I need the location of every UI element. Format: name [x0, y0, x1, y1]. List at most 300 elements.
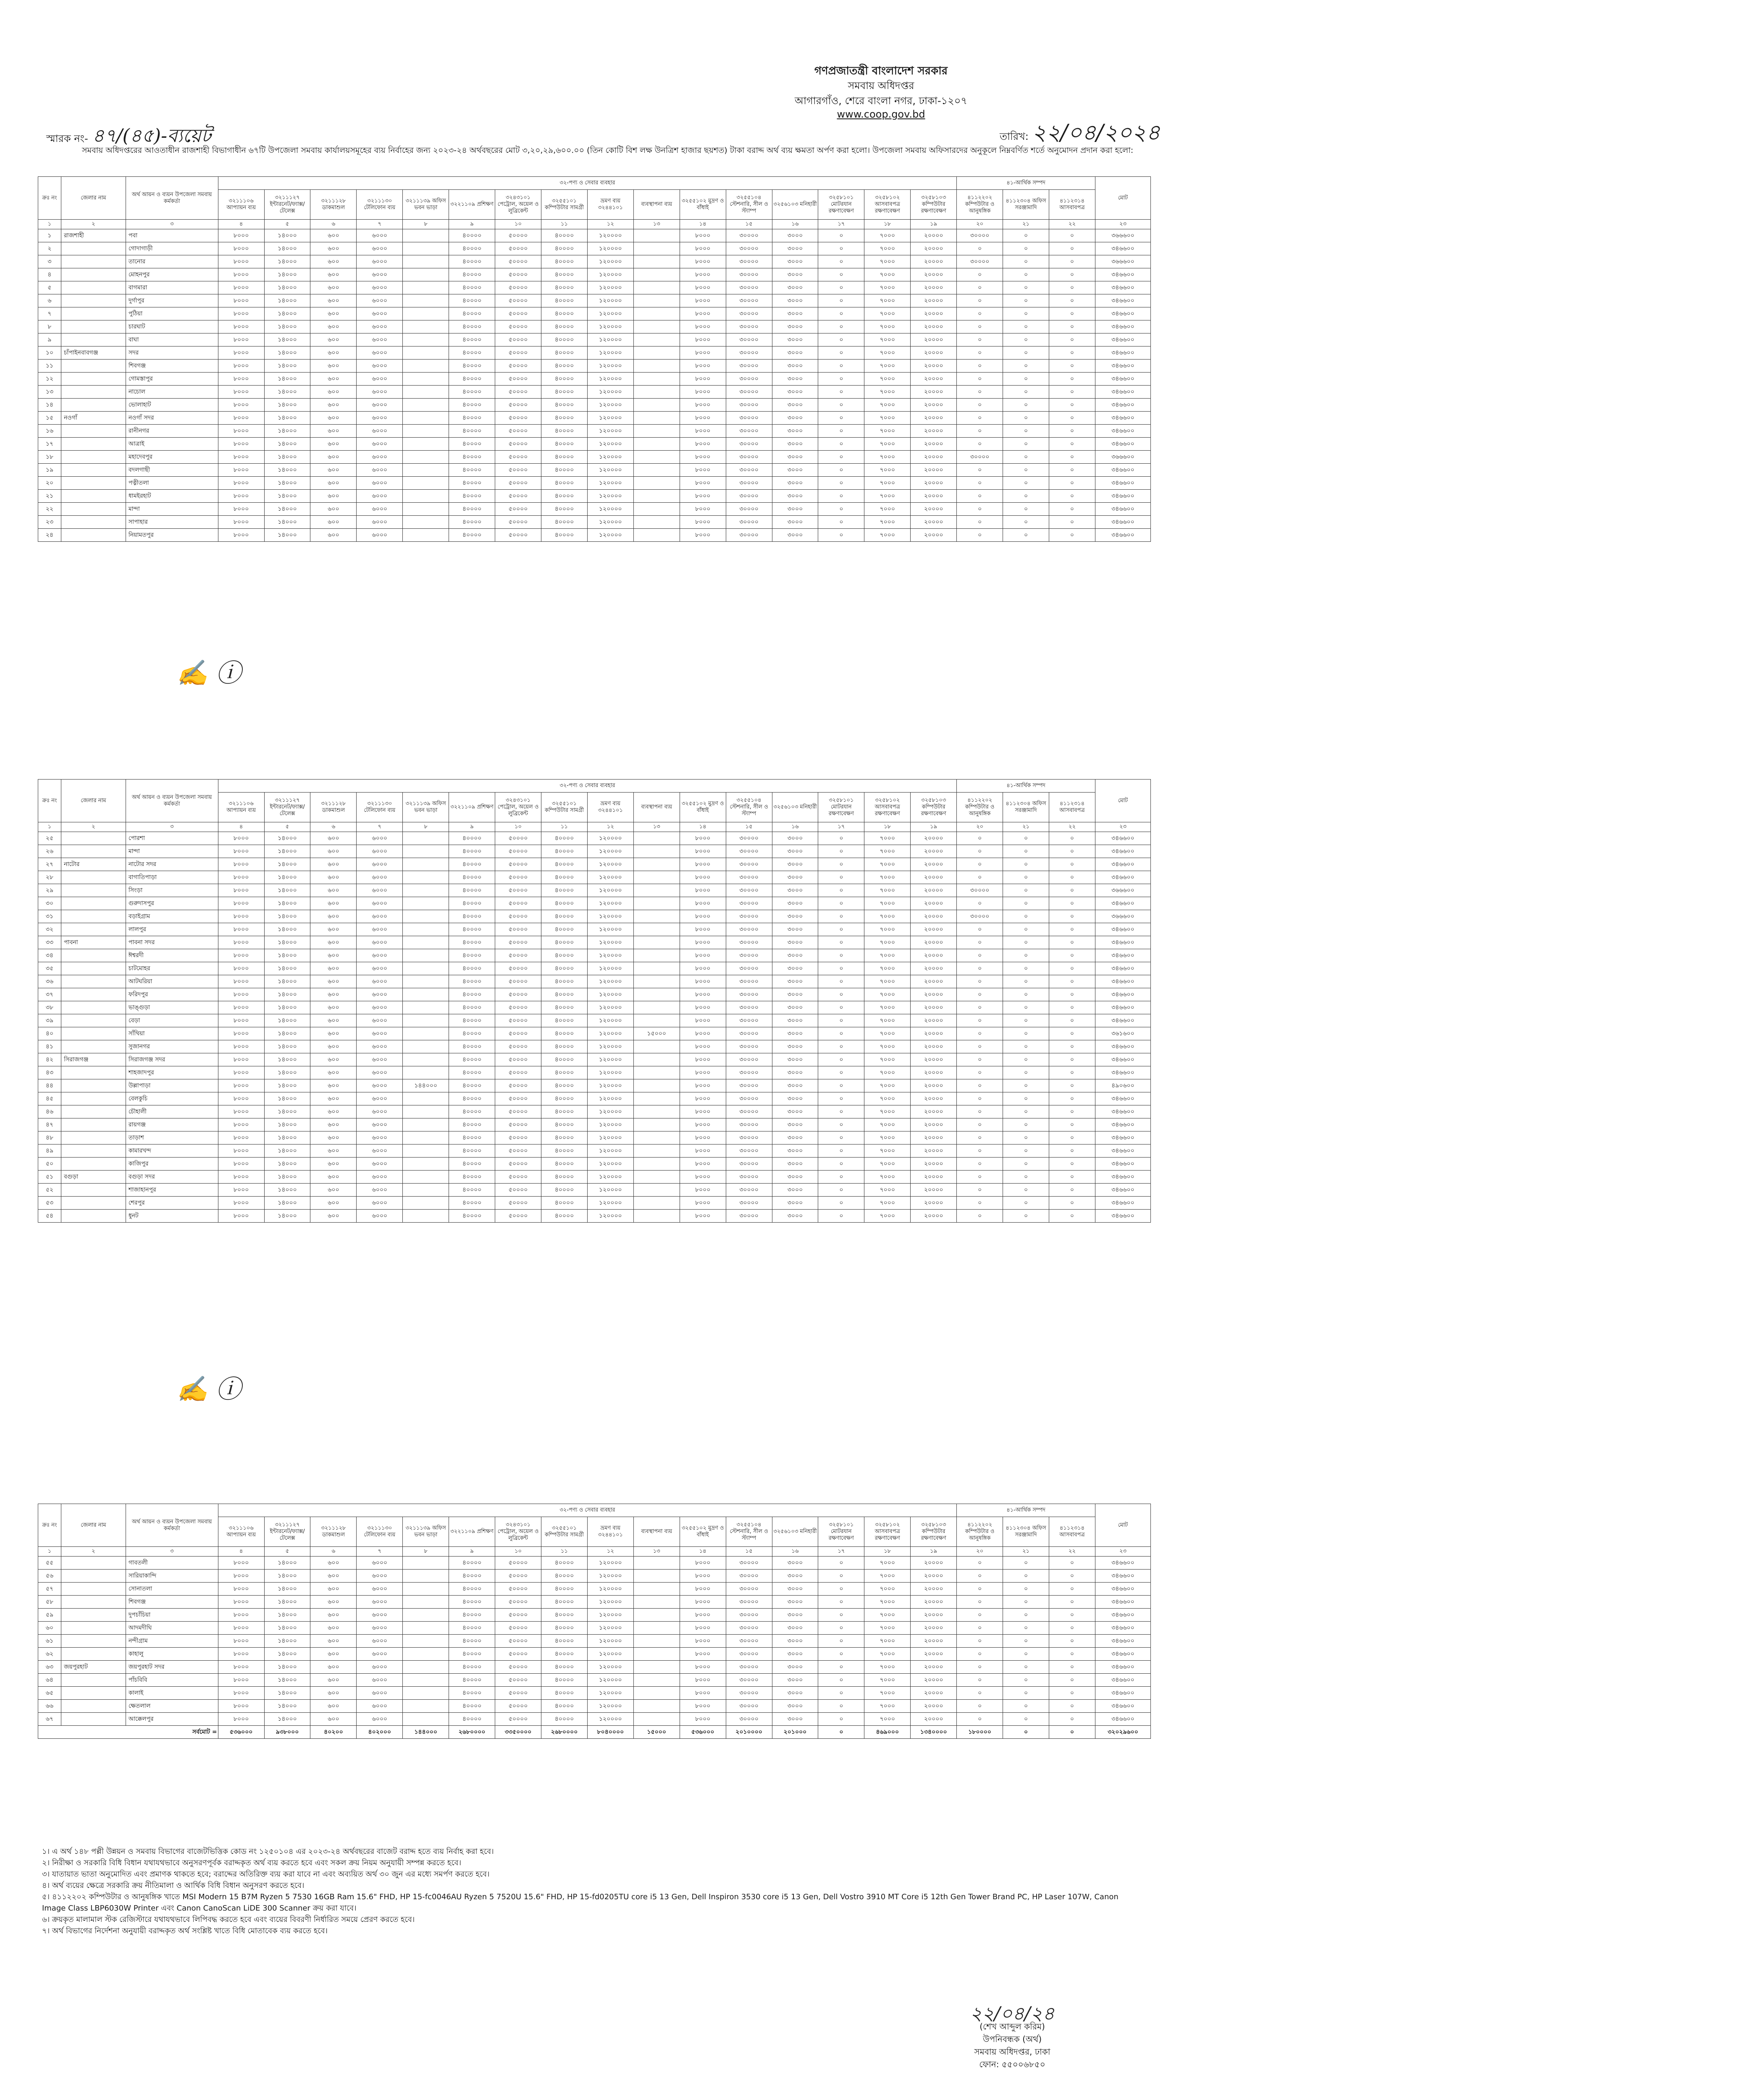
row-total-cell: ৩৬৬৬০০: [1095, 255, 1150, 268]
column-index: ৫: [264, 822, 310, 832]
row-total-cell: ৩৪৬৬০০: [1095, 1053, 1150, 1066]
amount-cell: ৬০০০: [357, 871, 403, 884]
amount-cell: ৬০০: [310, 910, 357, 923]
table-row: [38, 1001, 1151, 1014]
website-link[interactable]: www.coop.gov.bd: [837, 108, 925, 120]
table-row: [38, 320, 1151, 333]
amount-cell: ১৪০০০: [264, 373, 310, 386]
amount-cell: ১২০০০০: [587, 845, 633, 858]
header-column: ৩২৪৩১০১ পেট্রোল, অয়েল ও লুব্রিকেন্ট: [495, 1517, 541, 1547]
amount-cell: [403, 1158, 449, 1171]
table-row: [38, 281, 1151, 294]
amount-cell: ৮০০০: [680, 975, 726, 988]
amount-cell: ০: [957, 399, 1003, 412]
office-cell: কাজিপুর: [126, 1158, 218, 1171]
amount-cell: ৬০০০: [357, 1040, 403, 1053]
column-index: ১১: [541, 1547, 588, 1557]
amount-cell: ২০০০০: [911, 1131, 957, 1144]
amount-cell: ১৪০০০: [264, 399, 310, 412]
amount-cell: ১২০০০০: [587, 1105, 633, 1118]
table-row: [38, 294, 1151, 307]
amount-cell: ৮০০০: [218, 412, 264, 425]
amount-cell: ৮০০০: [218, 1713, 264, 1726]
amount-cell: ৮০০০: [680, 373, 726, 386]
amount-cell: ৩০০০০: [726, 1184, 772, 1197]
amount-cell: ৩০০০০: [726, 1557, 772, 1570]
amount-cell: ৮০০০: [218, 1040, 264, 1053]
amount-cell: ২০০০০: [911, 307, 957, 320]
amount-cell: ৫০০০০: [495, 1635, 541, 1648]
row-total-cell: ৩৪৬৬০০: [1095, 1210, 1150, 1223]
amount-cell: ৭০০০: [864, 229, 911, 242]
amount-cell: ৮০০০: [218, 1092, 264, 1105]
amount-cell: ৮০০০: [680, 399, 726, 412]
header-column: ৩২৫৮১০৩ কম্পিউটার রক্ষণাবেক্ষণ: [911, 1517, 957, 1547]
amount-cell: ৪০০০০: [449, 438, 495, 451]
amount-cell: [633, 229, 680, 242]
amount-cell: ৪০০০০: [449, 1079, 495, 1092]
amount-cell: ০: [1049, 242, 1095, 255]
amount-cell: ০: [957, 975, 1003, 988]
amount-cell: ০: [957, 845, 1003, 858]
amount-cell: ০: [1003, 949, 1049, 962]
header-column: ব্যবস্থাপনা ব্যয়: [633, 793, 680, 822]
amount-cell: ১৪০০০: [264, 1687, 310, 1700]
amount-cell: ৪০০০০: [449, 307, 495, 320]
amount-cell: ০: [957, 490, 1003, 503]
amount-cell: ৮০০০: [680, 412, 726, 425]
amount-cell: ৬০০০: [357, 1596, 403, 1609]
amount-cell: ১৪০০০: [264, 923, 310, 936]
amount-cell: ৩০০০: [772, 1557, 818, 1570]
amount-cell: [633, 1001, 680, 1014]
column-index: ১০: [495, 822, 541, 832]
amount-cell: ১৪৪০০০: [403, 1079, 449, 1092]
amount-cell: ০: [957, 871, 1003, 884]
amount-cell: ০: [818, 1014, 864, 1027]
amount-cell: ১৪০০০: [264, 1079, 310, 1092]
amount-cell: ০: [1049, 477, 1095, 490]
amount-cell: ৬০০: [310, 1184, 357, 1197]
amount-cell: ০: [1049, 1661, 1095, 1674]
district-cell: [61, 1713, 126, 1726]
amount-cell: [403, 1092, 449, 1105]
district-cell: [61, 1027, 126, 1040]
serial-cell: ৪৫: [38, 1092, 61, 1105]
amount-cell: ০: [1049, 307, 1095, 320]
amount-cell: ৫০০০০: [495, 1027, 541, 1040]
amount-cell: ৬০০: [310, 1596, 357, 1609]
amount-cell: ০: [1049, 529, 1095, 542]
table-row: [38, 1687, 1151, 1700]
header-column: ৩২৫৫১০১ কম্পিউটার সামগ্রী: [541, 793, 588, 822]
district-cell: [61, 464, 126, 477]
amount-cell: ৬০০০: [357, 1001, 403, 1014]
amount-cell: [633, 477, 680, 490]
serial-cell: ৫০: [38, 1158, 61, 1171]
amount-cell: [403, 1014, 449, 1027]
amount-cell: ১২০০০০: [587, 1622, 633, 1635]
amount-cell: [403, 1105, 449, 1118]
amount-cell: ৬০০: [310, 975, 357, 988]
amount-cell: ৫০০০০: [495, 516, 541, 529]
amount-cell: ৫০০০০: [495, 858, 541, 871]
serial-cell: ৫৯: [38, 1609, 61, 1622]
amount-cell: ৮০০০: [218, 1210, 264, 1223]
amount-cell: ২০০০০: [911, 294, 957, 307]
amount-cell: ১২০০০০: [587, 399, 633, 412]
amount-cell: ৬০০: [310, 425, 357, 438]
amount-cell: ৩০০০০: [726, 1053, 772, 1066]
amount-cell: ৮০০০: [218, 1079, 264, 1092]
amount-cell: [633, 1648, 680, 1661]
table-row: [38, 1105, 1151, 1118]
amount-cell: ৭০০০: [864, 1570, 911, 1583]
amount-cell: [403, 884, 449, 897]
row-total-cell: ৩৪৬৬০০: [1095, 1700, 1150, 1713]
amount-cell: ২০০০০: [911, 1184, 957, 1197]
row-total-cell: ৩৪৬৬০০: [1095, 268, 1150, 281]
amount-cell: [403, 451, 449, 464]
amount-cell: ৮০০০: [680, 1648, 726, 1661]
amount-cell: ৮০০০: [218, 399, 264, 412]
amount-cell: ৬০০: [310, 464, 357, 477]
amount-cell: ৬০০০: [357, 1687, 403, 1700]
amount-cell: [633, 884, 680, 897]
amount-cell: ৫০০০০: [495, 477, 541, 490]
amount-cell: ৭০০০: [864, 858, 911, 871]
office-cell: জয়পুরহাট সদর: [126, 1661, 218, 1674]
amount-cell: ০: [1049, 923, 1095, 936]
amount-cell: ৮০০০: [218, 871, 264, 884]
row-total-cell: ৩৪৬৬০০: [1095, 1001, 1150, 1014]
amount-cell: ৬০০: [310, 229, 357, 242]
amount-cell: ০: [1003, 1700, 1049, 1713]
amount-cell: ৬০০: [310, 399, 357, 412]
serial-cell: ৫২: [38, 1184, 61, 1197]
amount-cell: ৩০০০০: [726, 1105, 772, 1118]
amount-cell: ৬০০: [310, 503, 357, 516]
office-cell: পাঁচবিবি: [126, 1674, 218, 1687]
amount-cell: ০: [1003, 936, 1049, 949]
district-cell: [61, 1040, 126, 1053]
serial-cell: ৩৪: [38, 949, 61, 962]
amount-cell: ১২০০০০: [587, 1184, 633, 1197]
amount-cell: ৫০০০০: [495, 1687, 541, 1700]
header-column: ৪১১২৩১৪ আসবাবপত্র: [1049, 793, 1095, 822]
grand-total-amount: ২৬৮০০০০: [449, 1726, 495, 1739]
amount-cell: ০: [1003, 1583, 1049, 1596]
row-total-cell: ৩৪৬৬০০: [1095, 438, 1150, 451]
amount-cell: ২০০০০: [911, 1105, 957, 1118]
serial-cell: ৬৩: [38, 1661, 61, 1674]
table-row: [38, 1040, 1151, 1053]
header-column: ৩২৫৮১০২ আসবাবপত্র রক্ষণাবেক্ষণ: [864, 190, 911, 220]
amount-cell: ০: [818, 1131, 864, 1144]
column-index: ৯: [449, 220, 495, 229]
amount-cell: [403, 1040, 449, 1053]
amount-cell: ৩০০০: [772, 1131, 818, 1144]
amount-cell: ৩০০০: [772, 412, 818, 425]
amount-cell: [403, 949, 449, 962]
amount-cell: ৩০০০: [772, 438, 818, 451]
header-column: ৩২১১১৩৯ অফিস ভবন ভাড়া: [403, 1517, 449, 1547]
amount-cell: ৩০০০: [772, 294, 818, 307]
amount-cell: ৬০০: [310, 386, 357, 399]
amount-cell: ৮০০০: [218, 477, 264, 490]
column-index: ২০: [957, 1547, 1003, 1557]
header-column: ৩২৫৫১০৪ স্টেশনারি, সীল ও স্ট্যাম্প: [726, 793, 772, 822]
amount-cell: ৫০০০০: [495, 988, 541, 1001]
table-row: [38, 1648, 1151, 1661]
amount-cell: ০: [818, 320, 864, 333]
amount-cell: ৩০০০: [772, 1635, 818, 1648]
amount-cell: ০: [957, 949, 1003, 962]
amount-cell: [403, 1661, 449, 1674]
amount-cell: ৬০০০: [357, 949, 403, 962]
amount-cell: [633, 503, 680, 516]
amount-cell: ০: [957, 268, 1003, 281]
district-cell: [61, 1144, 126, 1158]
amount-cell: ০: [957, 1197, 1003, 1210]
table-row: [38, 360, 1151, 373]
grand-total-amount: ১৩৪০০০০: [911, 1726, 957, 1739]
amount-cell: ৮০০০: [680, 897, 726, 910]
header-column: ৪১১২২০২ কম্পিউটার ও আনুষঙ্গিক: [957, 1517, 1003, 1547]
amount-cell: ২০০০০: [911, 373, 957, 386]
row-total-cell: ৩৪৬৬০০: [1095, 1158, 1150, 1171]
amount-cell: ৫০০০০: [495, 451, 541, 464]
amount-cell: ১৪০০০: [264, 1210, 310, 1223]
amount-cell: ৪০০০০: [541, 281, 588, 294]
amount-cell: ৪০০০০: [449, 294, 495, 307]
amount-cell: ৩০০০: [772, 1197, 818, 1210]
amount-cell: ৮০০০: [218, 268, 264, 281]
column-index: ২০: [957, 822, 1003, 832]
office-cell: রানীনগর: [126, 425, 218, 438]
amount-cell: ৬০০: [310, 373, 357, 386]
header-column: ৩২১১১৩৯ অফিস ভবন ভাড়া: [403, 793, 449, 822]
amount-cell: ৩০০০: [772, 1700, 818, 1713]
amount-cell: ২০০০০: [911, 399, 957, 412]
amount-cell: ০: [818, 1557, 864, 1570]
amount-cell: ০: [1049, 1171, 1095, 1184]
grand-total-amount: ০: [1049, 1726, 1095, 1739]
amount-cell: ৬০০০: [357, 1609, 403, 1622]
amount-cell: ৩০০০০: [726, 884, 772, 897]
amount-cell: ৩০০০: [772, 1014, 818, 1027]
amount-cell: ০: [1003, 1040, 1049, 1053]
amount-cell: ৮০০০: [680, 884, 726, 897]
amount-cell: [633, 294, 680, 307]
serial-cell: ৬২: [38, 1648, 61, 1661]
amount-cell: ০: [1049, 949, 1095, 962]
amount-cell: ৪০০০০: [449, 1053, 495, 1066]
header-district: জেলার নাম: [61, 780, 126, 822]
amount-cell: ১২০০০০: [587, 923, 633, 936]
amount-cell: ৪০০০০: [449, 1001, 495, 1014]
column-index: ১৪: [680, 1547, 726, 1557]
row-total-cell: ৩৪৬৬০০: [1095, 936, 1150, 949]
grand-total-amount: ৯৩৮০০০: [264, 1726, 310, 1739]
amount-cell: ৪০০০০: [541, 1144, 588, 1158]
memo-date: তারিখ: ২২/০৪/২০২৪: [1000, 120, 1161, 145]
amount-cell: ৪০০০০: [449, 975, 495, 988]
amount-cell: ২০০০০: [911, 1583, 957, 1596]
column-index: ২২: [1049, 822, 1095, 832]
amount-cell: ১৪০০০: [264, 255, 310, 268]
amount-cell: ৩০০০: [772, 1053, 818, 1066]
amount-cell: ৩০০০: [772, 1674, 818, 1687]
column-index: ৩: [126, 822, 218, 832]
amount-cell: ৭০০০: [864, 399, 911, 412]
amount-cell: ৫০০০০: [495, 399, 541, 412]
district-cell: নওগাঁ: [61, 412, 126, 425]
amount-cell: ৬০০০: [357, 936, 403, 949]
amount-cell: ৬০০: [310, 1635, 357, 1648]
header-total: মোট: [1095, 780, 1150, 822]
amount-cell: [403, 229, 449, 242]
amount-cell: ৮০০০: [218, 438, 264, 451]
column-index: ৬: [310, 822, 357, 832]
table-row: [38, 333, 1151, 346]
header-column: ৩২৪৩১০১ পেট্রোল, অয়েল ও লুব্রিকেন্ট: [495, 190, 541, 220]
amount-cell: [403, 268, 449, 281]
amount-cell: ০: [957, 464, 1003, 477]
district-cell: [61, 1105, 126, 1118]
amount-cell: ০: [1003, 1158, 1049, 1171]
serial-cell: ৫৬: [38, 1570, 61, 1583]
serial-cell: ২৮: [38, 871, 61, 884]
amount-cell: [633, 1713, 680, 1726]
serial-cell: ৪৩: [38, 1066, 61, 1079]
amount-cell: ০: [957, 1674, 1003, 1687]
amount-cell: ৪০০০০: [541, 373, 588, 386]
header-column: ভ্রমণ ব্যয় ৩২৪৪১০১: [587, 793, 633, 822]
amount-cell: ০: [1003, 1674, 1049, 1687]
amount-cell: ০: [1049, 386, 1095, 399]
amount-cell: ৬০০০: [357, 268, 403, 281]
amount-cell: ০: [957, 1144, 1003, 1158]
amount-cell: ৪০০০০: [541, 490, 588, 503]
amount-cell: ৪০০০০: [449, 1144, 495, 1158]
amount-cell: ৭০০০: [864, 346, 911, 360]
serial-cell: ৪১: [38, 1040, 61, 1053]
amount-cell: ০: [818, 399, 864, 412]
amount-cell: ৮০০০: [680, 1184, 726, 1197]
amount-cell: [633, 897, 680, 910]
office-cell: পবা: [126, 229, 218, 242]
amount-cell: ৬০০০: [357, 962, 403, 975]
amount-cell: [403, 529, 449, 542]
amount-cell: ১৪০০০: [264, 949, 310, 962]
header-column: ৩২২১১০৯ প্রশিক্ষণ: [449, 190, 495, 220]
amount-cell: [633, 268, 680, 281]
office-cell: শেরপুর: [126, 1197, 218, 1210]
amount-cell: ১৪০০০: [264, 1622, 310, 1635]
amount-cell: ৮০০০: [680, 1713, 726, 1726]
amount-cell: ০: [1049, 910, 1095, 923]
amount-cell: ০: [1003, 1596, 1049, 1609]
amount-cell: ১৪০০০: [264, 333, 310, 346]
amount-cell: ৩০০০০: [726, 438, 772, 451]
table-row: [38, 1700, 1151, 1713]
header-column: ৪১১২৩১৪ আসবাবপত্র: [1049, 1517, 1095, 1547]
table-row: [38, 871, 1151, 884]
note-item: ৪। অর্থ ব্যয়ের ক্ষেত্রে সরকারি ক্রয় নীতিমালা ও আর্থিক বিধি বিধান অনুসরণ করতে হবে।: [42, 1881, 305, 1890]
amount-cell: ৪০০০০: [541, 438, 588, 451]
amount-cell: ৫০০০০: [495, 936, 541, 949]
amount-cell: ০: [818, 1027, 864, 1040]
amount-cell: ০: [1003, 360, 1049, 373]
amount-cell: ১৪০০০: [264, 1583, 310, 1596]
amount-cell: [403, 386, 449, 399]
row-total-cell: ৩৪৬৬০০: [1095, 1144, 1150, 1158]
amount-cell: ১২০০০০: [587, 832, 633, 845]
district-cell: পাবনা: [61, 936, 126, 949]
amount-cell: [633, 373, 680, 386]
amount-cell: [403, 333, 449, 346]
amount-cell: ০: [818, 1661, 864, 1674]
column-index: ২৩: [1095, 1547, 1150, 1557]
amount-cell: ০: [1049, 1635, 1095, 1648]
office-cell: পুঠিয়া: [126, 307, 218, 320]
district-cell: [61, 281, 126, 294]
amount-cell: ৩০০০: [772, 320, 818, 333]
amount-cell: ০: [818, 1053, 864, 1066]
amount-cell: ৮০০০: [680, 949, 726, 962]
amount-cell: [633, 255, 680, 268]
amount-cell: ০: [957, 360, 1003, 373]
header-column: ৩২৫৬১০৩ মনিহারী: [772, 190, 818, 220]
district-cell: [61, 360, 126, 373]
amount-cell: ৮০০০: [680, 1583, 726, 1596]
header-column: ৩২৪৩১০১ পেট্রোল, অয়েল ও লুব্রিকেন্ট: [495, 793, 541, 822]
amount-cell: ৭০০০: [864, 464, 911, 477]
amount-cell: ৪০০০০: [541, 845, 588, 858]
amount-cell: ০: [1003, 1687, 1049, 1700]
amount-cell: ০: [1003, 1092, 1049, 1105]
row-total-cell: ৩৪৬৬০০: [1095, 871, 1150, 884]
column-index: ১৯: [911, 822, 957, 832]
amount-cell: ১৪০০০: [264, 975, 310, 988]
amount-cell: ৪০০০০: [541, 1570, 588, 1583]
amount-cell: ৬০০০: [357, 1092, 403, 1105]
office-cell: উল্লাপাড়া: [126, 1079, 218, 1092]
amount-cell: ০: [818, 412, 864, 425]
amount-cell: ৩০০০: [772, 1171, 818, 1184]
amount-cell: ৩০০০: [772, 845, 818, 858]
amount-cell: ৩০০০০: [726, 1092, 772, 1105]
amount-cell: ১৪০০০: [264, 1040, 310, 1053]
office-cell: শাহজাদপুর: [126, 1066, 218, 1079]
amount-cell: ০: [818, 294, 864, 307]
amount-cell: ৪০০০০: [449, 1131, 495, 1144]
amount-cell: ৪০০০০: [541, 386, 588, 399]
amount-cell: ৭০০০: [864, 1079, 911, 1092]
amount-cell: ৭০০০: [864, 268, 911, 281]
amount-cell: ৪০০০০: [449, 845, 495, 858]
amount-cell: ০: [1003, 858, 1049, 871]
row-total-cell: ৩৪৬৬০০: [1095, 360, 1150, 373]
amount-cell: ৮০০০: [218, 1171, 264, 1184]
office-cell: বগুড়া সদর: [126, 1171, 218, 1184]
amount-cell: ১৪০০০: [264, 871, 310, 884]
district-cell: [61, 1079, 126, 1092]
amount-cell: ১২০০০০: [587, 1583, 633, 1596]
amount-cell: ৭০০০: [864, 333, 911, 346]
table-row: [38, 1014, 1151, 1027]
